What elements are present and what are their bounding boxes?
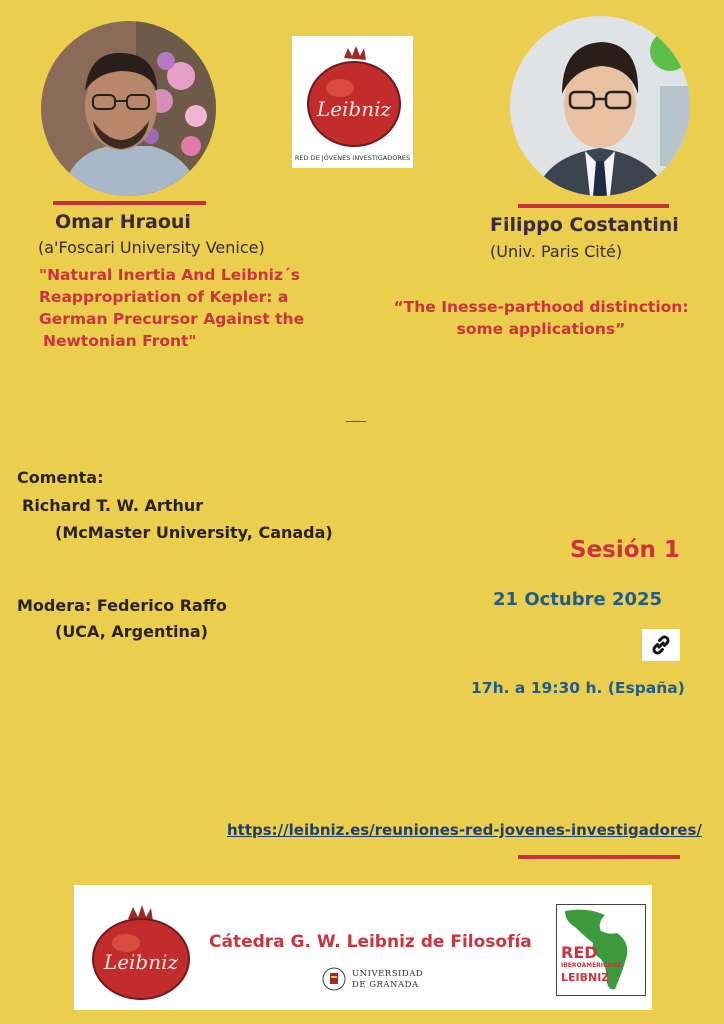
comenta-affiliation: (McMaster University, Canada) <box>55 523 333 542</box>
speaker1-name: Omar Hraoui <box>55 211 191 233</box>
link-icon <box>649 633 673 657</box>
iberoamericana-label: IBEROAMERICANA <box>561 962 622 969</box>
session-time: 17h. a 19:30 h. (España) <box>471 679 685 697</box>
session-title: Sesión 1 <box>570 537 680 563</box>
comenta-label: Comenta: <box>17 468 104 487</box>
speaker2-divider <box>518 204 669 208</box>
speaker2-affiliation: (Univ. Paris Cité) <box>490 242 623 261</box>
ugr-seal-icon <box>322 967 346 991</box>
ugr-logo <box>322 965 432 993</box>
speaker2-name: Filippo Costantini <box>490 214 679 236</box>
modera-line: Modera: Federico Raffo <box>17 596 227 615</box>
speaker2-talk-line: “The Inesse-parthood distinction: <box>393 298 689 316</box>
speaker1-talk-title <box>39 264 304 352</box>
session-date: 21 Octubre 2025 <box>493 589 663 610</box>
logo-script: Leibniz <box>316 97 392 121</box>
center-divider <box>346 421 366 422</box>
speaker1-photo <box>41 21 216 196</box>
logo-caption: RED DE JÓVENES INVESTIGADORES <box>294 154 411 162</box>
speaker2-talk-line: some applications” <box>456 320 626 338</box>
ugr-line2: DE GRANADA <box>352 980 419 990</box>
speaker2-photo <box>510 16 690 196</box>
ugr-line1: UNIVERSIDAD <box>352 969 424 979</box>
footer-banner <box>74 885 652 1010</box>
url-underline-bar <box>518 855 680 859</box>
leibniz-label: LEIBNIZ <box>561 971 610 984</box>
footer-pomegranate-logo <box>86 903 196 1003</box>
session-link-button[interactable] <box>642 629 680 661</box>
red-iberoamericana-logo <box>556 904 646 996</box>
speaker2-talk-title <box>388 296 694 340</box>
red-label: RED <box>561 943 598 962</box>
speaker1-talk-line: German Precursor Against the <box>39 310 305 328</box>
leibniz-network-logo <box>292 36 413 168</box>
speaker1-talk-line: "Natural Inertia And Leibniz´s <box>39 266 300 284</box>
catedra-title: Cátedra G. W. Leibniz de Filosofía <box>209 932 532 952</box>
speaker1-divider <box>53 201 206 205</box>
speaker1-talk-line: Reappropriation of Kepler: a <box>39 288 289 306</box>
speaker1-affiliation: (a'Foscari University Venice) <box>38 238 265 257</box>
comenta-name: Richard T. W. Arthur <box>22 496 204 515</box>
modera-affiliation: (UCA, Argentina) <box>55 622 208 641</box>
footer-logo-script: Leibniz <box>103 950 179 974</box>
speaker1-talk-line: Newtonian Front" <box>43 332 197 350</box>
event-url-link[interactable]: https://leibniz.es/reuniones-red-jovenes-investigadores/ <box>227 821 702 839</box>
